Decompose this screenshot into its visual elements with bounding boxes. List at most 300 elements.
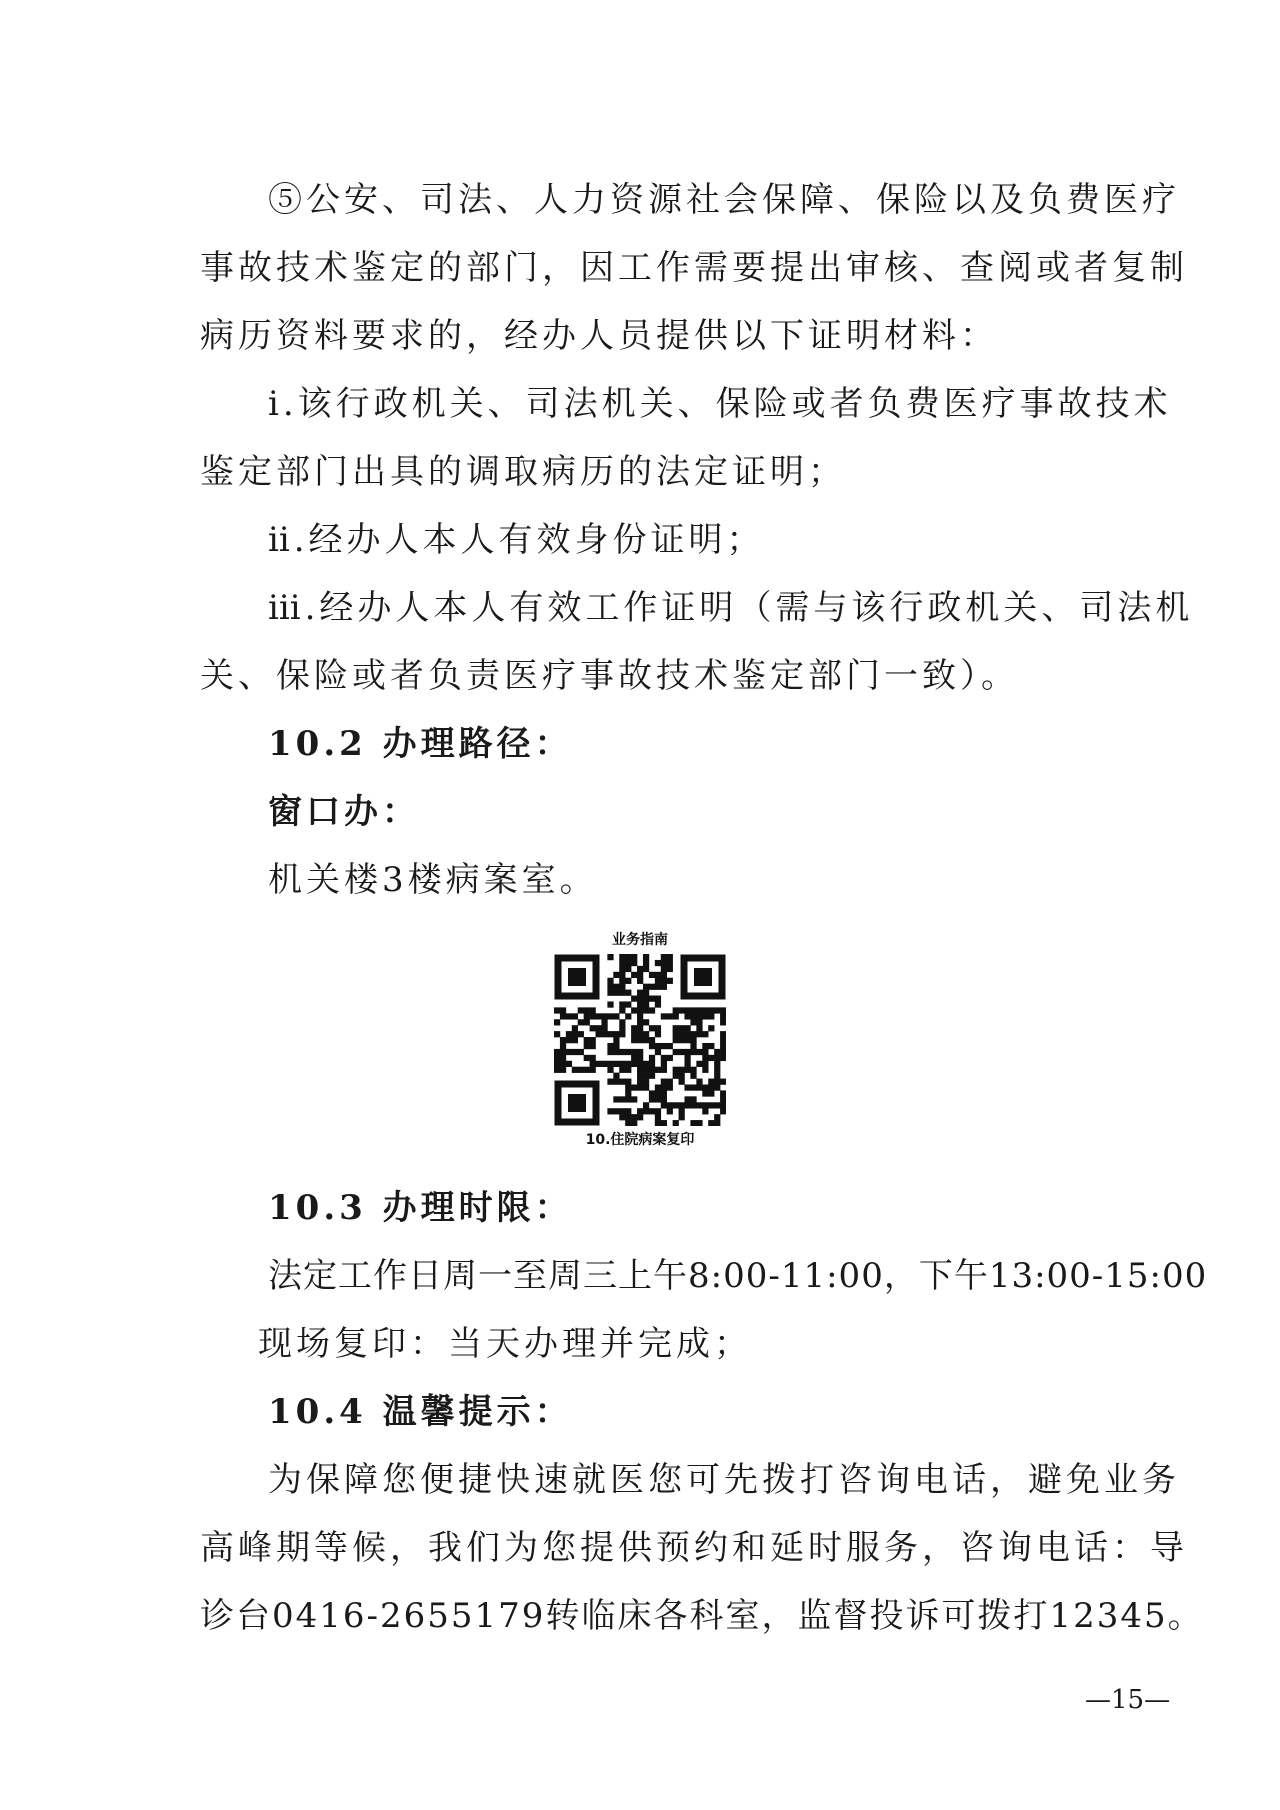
qr-module (708, 1043, 714, 1049)
qr-module (720, 1031, 726, 1037)
qr-module (667, 1043, 673, 1049)
qr-module (625, 954, 631, 960)
qr-module (613, 1073, 619, 1079)
qr-module (661, 954, 667, 960)
qr-module (631, 1049, 637, 1055)
qr-module (661, 1096, 667, 1102)
qr-module (619, 954, 625, 960)
qr-module (637, 990, 643, 996)
qr-module (661, 1043, 667, 1049)
qr-module (619, 1114, 625, 1120)
qr-module (696, 1120, 702, 1126)
qr-module (643, 1007, 649, 1013)
qr-module (708, 1084, 714, 1090)
qr-module (613, 1061, 619, 1067)
qr-module (601, 1013, 607, 1019)
qr-module (607, 978, 613, 984)
qr-module (667, 1079, 673, 1085)
qr-module (613, 990, 619, 996)
qr-module (637, 972, 643, 978)
qr-module (714, 1114, 720, 1120)
qr-module (720, 1079, 726, 1085)
qr-module (560, 1049, 566, 1055)
location-text: 机关楼3楼病案室。 (268, 860, 598, 900)
qr-module (590, 1067, 596, 1073)
qr-module (702, 1007, 708, 1013)
qr-module (673, 1037, 679, 1043)
paragraph-line: 关、保险或者负责医疗事故技术鉴定部门一致）。 (200, 656, 1019, 696)
qr-module (667, 1108, 673, 1114)
qr-module (720, 1055, 726, 1061)
qr-module (661, 1013, 667, 1019)
qr-module (690, 1049, 696, 1055)
qr-module (578, 1007, 584, 1013)
qr-module (702, 1067, 708, 1073)
qr-module (684, 1013, 690, 1019)
qr-module (649, 1055, 655, 1061)
qr-module (619, 978, 625, 984)
qr-module (643, 960, 649, 966)
qr-module (690, 1013, 696, 1019)
qr-module (661, 984, 667, 990)
qr-module (679, 1108, 685, 1114)
qr-module (631, 1120, 637, 1126)
qr-module (702, 1061, 708, 1067)
qr-module (655, 972, 661, 978)
qr-module (631, 954, 637, 960)
qr-module (714, 1055, 720, 1061)
qr-module (566, 1037, 572, 1043)
qr-module (619, 1025, 625, 1031)
qr-module (625, 1120, 631, 1126)
qr-module (560, 1007, 566, 1013)
qr-module (679, 1067, 685, 1073)
qr-module (596, 1025, 602, 1031)
qr-module (661, 1061, 667, 1067)
qr-module (613, 1108, 619, 1114)
qr-module (696, 1025, 702, 1031)
qr-module (619, 1031, 625, 1037)
qr-module (590, 1061, 596, 1067)
qr-module (619, 1001, 625, 1007)
qr-module (655, 1108, 661, 1114)
qr-module (637, 1108, 643, 1114)
qr-module (661, 1084, 667, 1090)
qr-module (643, 1067, 649, 1073)
qr-module (578, 1049, 584, 1055)
qr-module (631, 1055, 637, 1061)
qr-module (708, 1025, 714, 1031)
qr-module (619, 1007, 625, 1013)
qr-module (714, 1084, 720, 1090)
qr-module (590, 1007, 596, 1013)
qr-module (649, 1067, 655, 1073)
qr-module (607, 1049, 613, 1055)
qr-module (601, 1019, 607, 1025)
section-heading-10-2: 10.2 办理路径： (268, 724, 573, 764)
qr-module (649, 984, 655, 990)
qr-module (649, 1061, 655, 1067)
qr-module (572, 1031, 578, 1037)
qr-module (684, 1055, 690, 1061)
qr-module (667, 954, 673, 960)
qr-module (684, 1031, 690, 1037)
qr-module (702, 1031, 708, 1037)
hours-text: 法定工作日周一至周三上午8:00-11:00，下午13:00-15:00 (268, 1256, 1208, 1296)
qr-module (643, 1073, 649, 1079)
qr-module (702, 1090, 708, 1096)
qr-module (643, 1061, 649, 1067)
qr-module (584, 1019, 590, 1025)
qr-module (584, 1067, 590, 1073)
qr-module (637, 1013, 643, 1019)
qr-module (607, 1067, 613, 1073)
qr-block (540, 930, 740, 1150)
qr-module (607, 1043, 613, 1049)
qr-module (708, 1055, 714, 1061)
qr-module (667, 966, 673, 972)
qr-module (661, 1120, 667, 1126)
qr-module (702, 1049, 708, 1055)
qr-module (554, 1007, 560, 1013)
qr-module (584, 1055, 590, 1061)
qr-module (613, 972, 619, 978)
qr-module (619, 1019, 625, 1025)
qr-module (679, 1102, 685, 1108)
qr-module (631, 1114, 637, 1120)
qr-module (720, 1108, 726, 1114)
qr-module (708, 1013, 714, 1019)
qr-module (625, 1067, 631, 1073)
qr-module (690, 1096, 696, 1102)
qr-code-icon[interactable] (554, 954, 726, 1126)
qr-module (679, 1114, 685, 1120)
qr-module (673, 1049, 679, 1055)
qr-module (708, 1079, 714, 1085)
qr-module (643, 1019, 649, 1025)
qr-module (625, 1061, 631, 1067)
qr-module (584, 1013, 590, 1019)
qr-module (655, 1096, 661, 1102)
qr-module (637, 1001, 643, 1007)
qr-module (708, 1007, 714, 1013)
qr-module (560, 1013, 566, 1019)
qr-module (619, 1067, 625, 1073)
qr-module (613, 1079, 619, 1085)
qr-module (655, 1067, 661, 1073)
paragraph-line: 为保障您便捷快速就医您可先拨打咨询电话，避免业务 (268, 1460, 1180, 1500)
qr-module (673, 1013, 679, 1019)
qr-module (661, 1079, 667, 1085)
qr-module (619, 1108, 625, 1114)
qr-module (637, 1049, 643, 1055)
qr-module (696, 1031, 702, 1037)
qr-module (631, 1025, 637, 1031)
qr-module (667, 1102, 673, 1108)
qr-module (631, 996, 637, 1002)
qr-module (649, 1096, 655, 1102)
qr-module (661, 1067, 667, 1073)
qr-module (702, 1108, 708, 1114)
qr-module (631, 1007, 637, 1013)
qr-module (667, 1084, 673, 1090)
qr-module (637, 1079, 643, 1085)
qr-module (690, 1043, 696, 1049)
qr-module (554, 1067, 560, 1073)
qr-module (679, 1025, 685, 1031)
qr-module (637, 1114, 643, 1120)
qr-module (566, 1049, 572, 1055)
qr-module (631, 1037, 637, 1043)
qr-module (613, 1031, 619, 1037)
qr-module (619, 1096, 625, 1102)
page-number: —15— (1085, 1685, 1171, 1715)
qr-module (619, 960, 625, 966)
qr-module (625, 1013, 631, 1019)
qr-top-label: 业务指南 (612, 932, 668, 948)
qr-module (554, 1061, 560, 1067)
qr-module (625, 1049, 631, 1055)
qr-module (607, 954, 613, 960)
qr-module (637, 1084, 643, 1090)
qr-module (720, 1043, 726, 1049)
qr-module (649, 1090, 655, 1096)
qr-module (619, 1049, 625, 1055)
qr-bottom-label: 10.住院病案复印 (585, 1132, 695, 1148)
qr-module (673, 1102, 679, 1108)
qr-module (714, 1120, 720, 1126)
qr-module (631, 1084, 637, 1090)
qr-module (667, 1055, 673, 1061)
paragraph-line: 病历资料要求的，经办人员提供以下证明材料： (200, 316, 998, 356)
qr-module (649, 972, 655, 978)
qr-module (655, 984, 661, 990)
subheading-window: 窗口办： (268, 792, 420, 832)
qr-module (690, 1031, 696, 1037)
qr-module (601, 1025, 607, 1031)
qr-module (590, 1043, 596, 1049)
qr-module (643, 1102, 649, 1108)
qr-module (690, 1073, 696, 1079)
qr-module (643, 984, 649, 990)
qr-module (714, 1067, 720, 1073)
qr-module (625, 1114, 631, 1120)
qr-module (720, 1096, 726, 1102)
qr-module (619, 1061, 625, 1067)
qr-module (607, 1013, 613, 1019)
qr-module (655, 1120, 661, 1126)
qr-module (649, 1043, 655, 1049)
qr-module (702, 1055, 708, 1061)
section-heading-10-3: 10.3 办理时限： (268, 1188, 573, 1228)
qr-module (667, 978, 673, 984)
qr-module (684, 1061, 690, 1067)
qr-module (566, 1013, 572, 1019)
qr-module (625, 1084, 631, 1090)
qr-module (684, 1025, 690, 1031)
qr-module (619, 990, 625, 996)
qr-module (607, 990, 613, 996)
qr-module (655, 1084, 661, 1090)
list-item-ii: ⅱ.经办人本人有效身份证明； (268, 520, 765, 560)
qr-module (590, 1037, 596, 1043)
qr-module (560, 1037, 566, 1043)
qr-module (637, 1073, 643, 1079)
qr-module (661, 960, 667, 966)
qr-module (613, 984, 619, 990)
qr-module (720, 1013, 726, 1019)
qr-module (637, 1061, 643, 1067)
paragraph-line: 高峰期等候，我们为您提供预约和延时服务，咨询电话：导 (200, 1528, 1188, 1568)
qr-module (655, 1031, 661, 1037)
qr-module (655, 1114, 661, 1120)
qr-module (714, 1079, 720, 1085)
qr-module (690, 1019, 696, 1025)
qr-module (637, 1019, 643, 1025)
qr-module (679, 1037, 685, 1043)
paragraph-line: 事故技术鉴定的部门，因工作需要提出审核、查阅或者复制 (200, 248, 1188, 288)
qr-module (714, 1061, 720, 1067)
qr-module (566, 1061, 572, 1067)
qr-module (584, 1037, 590, 1043)
qr-module (619, 966, 625, 972)
qr-module (596, 1061, 602, 1067)
qr-module (684, 1096, 690, 1102)
qr-module (708, 1102, 714, 1108)
qr-module (649, 1108, 655, 1114)
qr-module (696, 1079, 702, 1085)
qr-module (720, 1019, 726, 1025)
qr-module (625, 978, 631, 984)
qr-module (643, 990, 649, 996)
qr-module (708, 1120, 714, 1126)
qr-module (720, 1007, 726, 1013)
qr-module (684, 1067, 690, 1073)
qr-module (690, 1067, 696, 1073)
qr-module (643, 996, 649, 1002)
qr-module (679, 1073, 685, 1079)
qr-module (613, 1043, 619, 1049)
qr-module (702, 1084, 708, 1090)
qr-module (643, 954, 649, 960)
qr-module (625, 1079, 631, 1085)
qr-module (696, 1049, 702, 1055)
qr-module (684, 1102, 690, 1108)
qr-module (655, 960, 661, 966)
qr-module (643, 1084, 649, 1090)
qr-module (631, 972, 637, 978)
section-heading-10-4: 10.4 温馨提示： (268, 1392, 573, 1432)
qr-module (649, 996, 655, 1002)
qr-module (702, 1013, 708, 1019)
qr-module (607, 1079, 613, 1085)
qr-module (696, 1007, 702, 1013)
qr-module (655, 1049, 661, 1055)
qr-module (578, 1067, 584, 1073)
qr-module (637, 996, 643, 1002)
qr-module (613, 1096, 619, 1102)
qr-module (619, 972, 625, 978)
qr-module (655, 1090, 661, 1096)
qr-module (578, 1019, 584, 1025)
qr-module (607, 1061, 613, 1067)
qr-module (596, 1031, 602, 1037)
qr-module (590, 1055, 596, 1061)
qr-module (584, 1007, 590, 1013)
qr-module (673, 1073, 679, 1079)
qr-module (625, 1108, 631, 1114)
qr-module (714, 1102, 720, 1108)
qr-module (607, 984, 613, 990)
qr-module (684, 1007, 690, 1013)
list-item-iii: ⅲ.经办人本人有效工作证明（需与该行政机关、司法机 (268, 588, 1194, 628)
qr-module (720, 1102, 726, 1108)
qr-module (696, 1084, 702, 1090)
qr-module (607, 1031, 613, 1037)
qr-module (661, 1055, 667, 1061)
qr-module (637, 1031, 643, 1037)
qr-module (673, 1120, 679, 1126)
qr-module (578, 1031, 584, 1037)
qr-module (684, 1049, 690, 1055)
list-item-i: ⅰ.该行政机关、司法机关、保险或者负费医疗事故技术 (268, 384, 1172, 424)
qr-module (702, 1102, 708, 1108)
qr-module (720, 1037, 726, 1043)
qr-module (601, 1031, 607, 1037)
qr-module (655, 1001, 661, 1007)
onsite-copy-text: 现场复印：当天办理并完成； (258, 1324, 752, 1364)
qr-module (637, 1007, 643, 1013)
qr-module (661, 1090, 667, 1096)
qr-module (637, 1055, 643, 1061)
qr-module (596, 1013, 602, 1019)
qr-module (613, 1049, 619, 1055)
qr-module (667, 1013, 673, 1019)
qr-module (625, 960, 631, 966)
qr-module (714, 1007, 720, 1013)
qr-module (584, 1043, 590, 1049)
qr-module (679, 1031, 685, 1037)
qr-module (619, 984, 625, 990)
qr-module (690, 1102, 696, 1108)
qr-module (637, 978, 643, 984)
qr-module (637, 1025, 643, 1031)
qr-module (601, 1061, 607, 1067)
qr-module (690, 1084, 696, 1090)
qr-module (696, 1013, 702, 1019)
qr-module (643, 1108, 649, 1114)
qr-module (625, 966, 631, 972)
qr-module (649, 1007, 655, 1013)
paragraph-line: 鉴定部门出具的调取病历的法定证明； (200, 452, 846, 492)
qr-module (679, 1007, 685, 1013)
qr-module (631, 1031, 637, 1037)
qr-module (613, 1037, 619, 1043)
qr-module (667, 960, 673, 966)
qr-module (590, 1013, 596, 1019)
qr-module (714, 1073, 720, 1079)
qr-module (643, 1031, 649, 1037)
qr-module (720, 1090, 726, 1096)
qr-module (708, 1090, 714, 1096)
qr-module (572, 1067, 578, 1073)
qr-module (673, 1025, 679, 1031)
qr-module (607, 1108, 613, 1114)
qr-module (655, 1025, 661, 1031)
qr-module (643, 1037, 649, 1043)
qr-module (655, 978, 661, 984)
qr-module (643, 1079, 649, 1085)
